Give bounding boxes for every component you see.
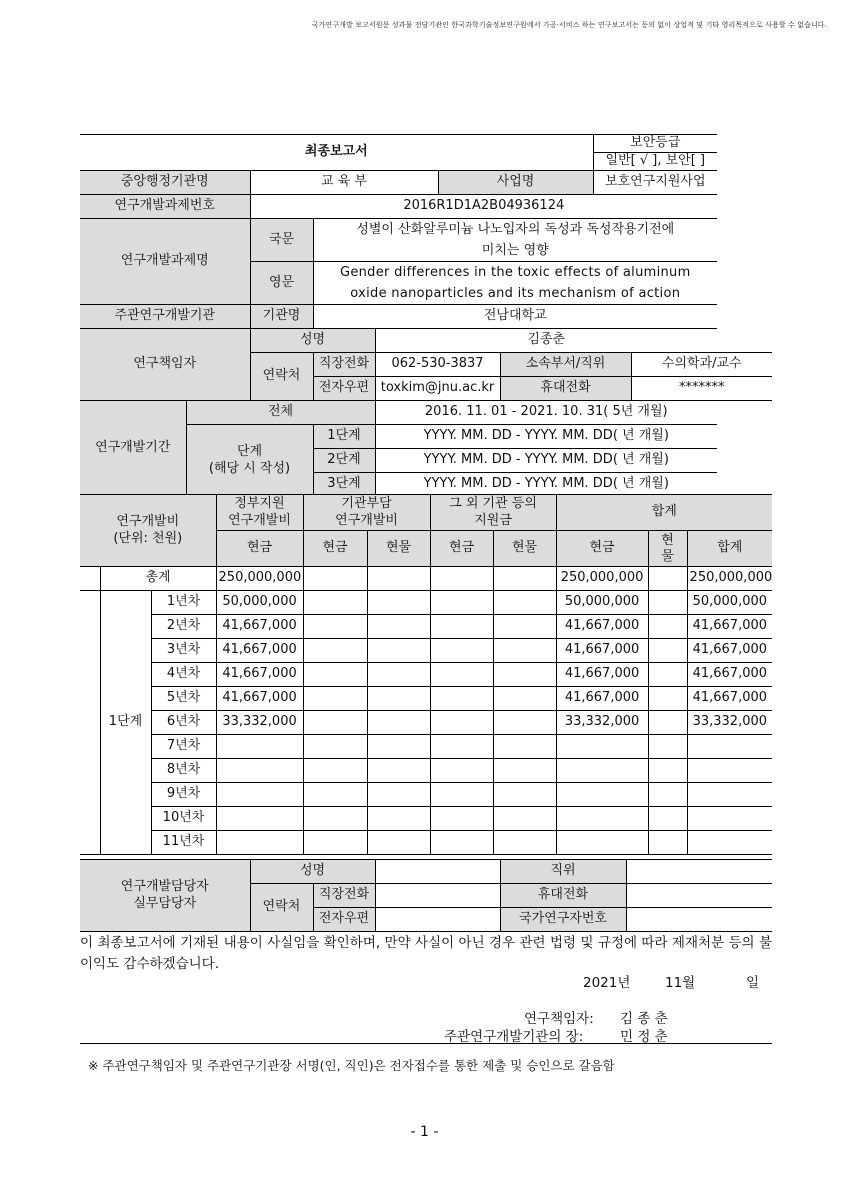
institution-label: 주관연구개발기관 [80, 305, 250, 329]
manager-email-label: 전자우편 [313, 908, 375, 932]
pi-dept-label: 소속부서/직위 [500, 353, 631, 377]
budget-other-header [430, 495, 556, 531]
task-title-label: 연구개발과제명 [80, 219, 250, 305]
manager-label [80, 860, 250, 932]
manager-position-label: 직위 [500, 860, 626, 884]
budget-year-sum-total [687, 735, 772, 759]
agency-label: 중앙행정기관명 [80, 171, 250, 195]
period-stage-title: 단계 [236, 443, 263, 459]
manager-researcher-no-label: 국가연구자번호 [500, 908, 626, 932]
task-number-value: 2016R1D1A2B04936124 [250, 195, 717, 219]
pi-email-label: 전자우편 [313, 377, 375, 401]
cert-year: 2021년 [583, 975, 631, 991]
budget-year-sum-cash: 41,667,000 [556, 663, 648, 687]
manager-position-value[interactable] [626, 860, 772, 884]
budget-year-row [80, 735, 772, 759]
budget-gov-cash-header: 현금 [216, 531, 303, 567]
manager-label-l1: 연구개발담당자 [120, 878, 209, 894]
budget-year-sum-cash [556, 759, 648, 783]
period-total-label: 전체 [186, 401, 375, 425]
period-stage-2-label: 2단계 [313, 449, 375, 473]
budget-sum-header: 합계 [556, 495, 772, 531]
budget-year-gov-cash [216, 807, 303, 831]
budget-year-sum-cash: 41,667,000 [556, 687, 648, 711]
budget-other-l2: 지원금 [474, 512, 512, 528]
budget-year-sum-cash [556, 807, 648, 831]
task-title-ko-line1: 성별이 산화알루미늄 나노입자의 독성과 독성작용기전에 [356, 222, 675, 237]
budget-year-label: 1년차 [151, 591, 216, 615]
period-stage-2-value: YYYY. MM. DD - YYYY. MM. DD( 년 개월) [375, 449, 717, 473]
security-grade-value: 일반[ √ ], 보안[ ] [593, 153, 717, 171]
budget-total-label: 총계 [100, 567, 216, 591]
budget-year-sum-total: 41,667,000 [687, 687, 772, 711]
copyright-notice: 국가연구개발 보고서원문 성과물 전담기관인 한국과학기술정보연구원에서 가공·서비스 하는 연구보고서는 동의 없이 상업적 및 기타 영리목적으로 사용할 수 없습니다. [311, 21, 827, 29]
budget-year-row [80, 711, 772, 735]
manager-mobile-label: 휴대전화 [500, 884, 626, 908]
budget-year-label: 8년차 [151, 759, 216, 783]
budget-sum-inkind-l1: 현 [661, 532, 674, 548]
budget-inst-header [303, 495, 430, 531]
budget-year-gov-cash: 33,332,000 [216, 711, 303, 735]
budget-year-sum-total: 41,667,000 [687, 615, 772, 639]
security-grade-label: 보안등급 [593, 135, 717, 153]
budget-total-gov-cash: 250,000,000 [216, 567, 303, 591]
period-stage-sub: (해당 시 작성) [208, 460, 291, 476]
cert-month: 11월 [665, 975, 696, 991]
budget-sum-cash-header: 현금 [556, 531, 648, 567]
manager-name-label: 성명 [250, 860, 375, 884]
signer-pi-label: 연구책임자: [524, 1011, 594, 1027]
manager-researcher-no-value[interactable] [626, 908, 772, 932]
budget-year-sum-total [687, 783, 772, 807]
report-form-table [80, 134, 772, 497]
cert-day: 일 [746, 975, 760, 991]
budget-year-row [80, 831, 772, 855]
budget-year-sum-total [687, 831, 772, 855]
budget-year-sum-cash: 41,667,000 [556, 615, 648, 639]
manager-contact-label: 연락처 [250, 884, 313, 932]
pi-contact-label: 연락처 [250, 353, 313, 401]
budget-table [80, 494, 772, 855]
task-title-en-line1: Gender differences in the toxic effects of aluminum [339, 265, 691, 280]
budget-year-row [80, 783, 772, 807]
budget-label [80, 495, 216, 567]
budget-stage1-label: 1단계 [100, 591, 151, 855]
budget-year-row [80, 687, 772, 711]
budget-year-label: 6년차 [151, 711, 216, 735]
budget-inst-l1: 기관부담 [341, 495, 392, 511]
budget-year-sum-cash [556, 783, 648, 807]
budget-year-sum-total [687, 759, 772, 783]
budget-year-gov-cash [216, 759, 303, 783]
manager-email-value[interactable] [375, 908, 500, 932]
period-stage-3-label: 3단계 [313, 473, 375, 497]
budget-year-gov-cash: 41,667,000 [216, 687, 303, 711]
pi-email: toxkim@jnu.ac.kr [375, 377, 500, 401]
signer-pi-name: 김 종 춘 [620, 1011, 668, 1027]
budget-year-gov-cash: 41,667,000 [216, 639, 303, 663]
period-total-value: 2016. 11. 01 - 2021. 10. 31( 5년 개월) [375, 401, 717, 425]
manager-office-phone-value[interactable] [375, 884, 500, 908]
budget-year-row [80, 591, 772, 615]
budget-other-l1: 그 외 기관 등의 [449, 495, 537, 511]
budget-year-gov-cash [216, 831, 303, 855]
budget-year-row [80, 663, 772, 687]
task-title-ko-label: 국문 [250, 219, 313, 262]
budget-year-sum-total: 41,667,000 [687, 663, 772, 687]
budget-year-sum-cash: 41,667,000 [556, 639, 648, 663]
period-label: 연구개발기간 [80, 401, 186, 497]
budget-year-label: 3년차 [151, 639, 216, 663]
report-title: 최종보고서 [80, 135, 593, 171]
pi-mobile: ******* [631, 377, 772, 401]
budget-year-sum-cash: 33,332,000 [556, 711, 648, 735]
task-title-ko-line2: 미치는 영향 [481, 243, 549, 258]
budget-year-gov-cash: 41,667,000 [216, 615, 303, 639]
pi-dept: 수의학과/교수 [631, 353, 772, 377]
budget-unit: (단위: 천원) [113, 530, 183, 546]
manager-label-l2: 실무담당자 [133, 895, 197, 911]
budget-gov-l1: 정부지원 [234, 495, 285, 511]
budget-year-sum-total: 50,000,000 [687, 591, 772, 615]
budget-year-label: 10년차 [151, 807, 216, 831]
budget-year-label: 11년차 [151, 831, 216, 855]
page-number: - 1 - [410, 1124, 439, 1140]
certification-text: 이 최종보고서에 기재된 내용이 사실임을 확인하며, 만약 사실이 아닌 경우 관련 법령 및 규정에 따라 제재처분 등의 불이익도 감수하겠습니다. [80, 935, 772, 972]
project-label: 사업명 [438, 171, 593, 195]
budget-sum-total-header: 합계 [687, 531, 772, 567]
budget-year-sum-cash [556, 735, 648, 759]
budget-year-gov-cash [216, 735, 303, 759]
agency-value: 교 육 부 [250, 171, 438, 195]
budget-title: 연구개발비 [116, 513, 180, 529]
budget-year-sum-cash: 50,000,000 [556, 591, 648, 615]
budget-year-gov-cash: 50,000,000 [216, 591, 303, 615]
budget-year-label: 5년차 [151, 687, 216, 711]
institution-sub-label: 기관명 [250, 305, 313, 329]
period-stage-1-value: YYYY. MM. DD - YYYY. MM. DD( 년 개월) [375, 425, 717, 449]
task-title-ko [313, 219, 717, 262]
budget-year-sum-total: 41,667,000 [687, 639, 772, 663]
budget-year-label: 2년차 [151, 615, 216, 639]
budget-year-row [80, 759, 772, 783]
pi-label: 연구책임자 [80, 329, 250, 401]
institution-value: 전남대학교 [313, 305, 717, 329]
manager-table [80, 859, 772, 932]
budget-total-sum-cash: 250,000,000 [556, 567, 648, 591]
signer-head-name: 민 정 춘 [620, 1029, 668, 1045]
budget-year-sum-total [687, 807, 772, 831]
pi-office-phone: 062-530-3837 [375, 353, 500, 377]
task-title-en-line2: oxide nanoparticles and its mechanism of action [350, 286, 681, 301]
budget-sum-inkind-header [648, 531, 687, 567]
task-title-en-label: 영문 [250, 262, 313, 305]
budget-gov-l2: 연구개발비 [228, 512, 291, 528]
budget-year-sum-cash [556, 831, 648, 855]
signature-divider [80, 1043, 772, 1044]
pi-name: 김종춘 [375, 329, 717, 353]
period-stage-3-value: YYYY. MM. DD - YYYY. MM. DD( 년 개월) [375, 473, 717, 497]
budget-other-cash-header: 현금 [430, 531, 493, 567]
project-value: 보호연구지원사업 [593, 171, 717, 195]
budget-year-label: 9년차 [151, 783, 216, 807]
budget-other-inkind-header: 현물 [493, 531, 556, 567]
manager-office-phone-label: 직장전화 [313, 884, 375, 908]
budget-inst-inkind-header: 현물 [367, 531, 430, 567]
signer-head-label: 주관연구개발기관의 장: [444, 1029, 584, 1045]
budget-year-label: 7년차 [151, 735, 216, 759]
budget-year-sum-total: 33,332,000 [687, 711, 772, 735]
task-title-en [313, 262, 717, 305]
task-number-label: 연구개발과제번호 [80, 195, 250, 219]
period-stage-label [186, 425, 313, 497]
budget-year-row [80, 615, 772, 639]
budget-year-gov-cash: 41,667,000 [216, 663, 303, 687]
manager-name-value[interactable] [375, 860, 500, 884]
budget-sum-inkind-l2: 물 [661, 548, 674, 564]
budget-year-row [80, 807, 772, 831]
pi-mobile-label: 휴대전화 [500, 377, 631, 401]
footnote: ※ 주관연구책임자 및 주관연구기관장 서명(인, 직인)은 전자접수를 통한 제출 및 승인으로 갈음함 [88, 1058, 615, 1073]
period-stage-1-label: 1단계 [313, 425, 375, 449]
budget-inst-l2: 연구개발비 [335, 512, 398, 528]
budget-year-label: 4년차 [151, 663, 216, 687]
budget-year-gov-cash [216, 783, 303, 807]
budget-total-sum-total: 250,000,000 [687, 567, 772, 591]
budget-year-row [80, 639, 772, 663]
budget-inst-cash-header: 현금 [303, 531, 367, 567]
budget-gov-header [216, 495, 303, 531]
manager-mobile-value[interactable] [626, 884, 772, 908]
pi-name-label: 성명 [250, 329, 375, 353]
pi-office-phone-label: 직장전화 [313, 353, 375, 377]
